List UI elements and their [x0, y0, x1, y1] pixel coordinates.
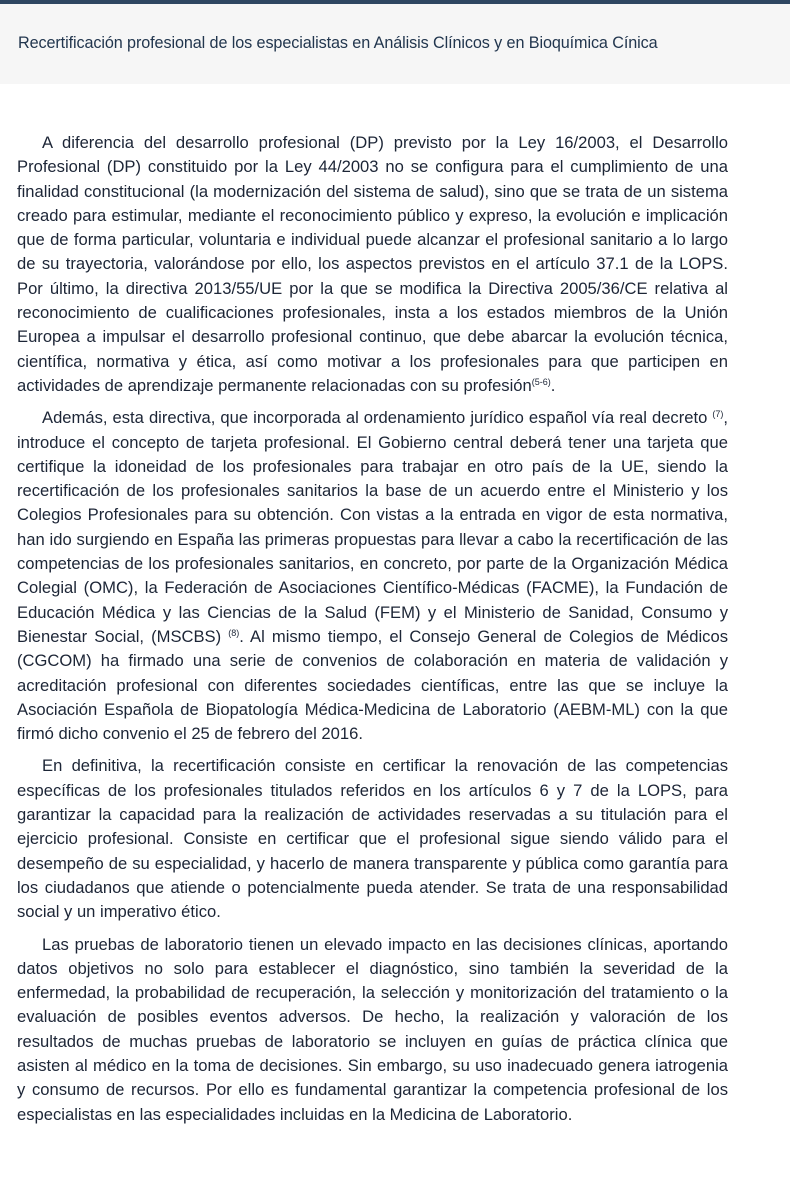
citation-ref: (8)	[228, 627, 240, 638]
body-text	[17, 131, 728, 1135]
header-top-rule	[0, 0, 790, 4]
running-header-title: Recertificación profesional de los especialistas en Análisis Clínicos y en Bioquímica Cínica	[18, 34, 658, 52]
page-header	[0, 0, 790, 84]
paragraph-2-text-c: . Al mismo tiempo, el Consejo General de Colegios de Médicos (CGCOM) ha firmado una serie de convenios de colaboración en materia de validación y acreditación profesional con diferentes sociedades científicas, entre las que se incluye la Asociación Española de Biopatología Médica-Medicina de Laboratorio (AEBM-ML) con la que firmó dicho convenio el 25 de febrero del 2016.	[17, 626, 728, 744]
paragraph-2	[17, 406, 728, 746]
paragraph-2-text-b: , introduce el concepto de tarjeta profesional. El Gobierno central deberá tener una tarjeta que certifique la idoneidad de los profesionales para trabajar en otro país de la UE, siendo la recertificación de los profesionales sanitarios la base de un acuerdo entre el Ministerio y los Colegios Profesionales para su obtención. Con vistas a la entrada en vigor de esta normativa, han ido surgiendo en España las primeras propuestas para llevar a cabo la recertificación de las competencias de los profesionales sanitarios, en concreto, por parte de la Organización Médica Colegial (OMC), la Federación de Asociaciones Científico-Médicas (FACME), la Fundación de Educación Médica y las Ciencias de la Salud (FEM) y el Ministerio de Sanidad, Consumo y Bienestar Social, (MSCBS)	[17, 408, 728, 646]
citation-ref: (7)	[712, 409, 724, 420]
paragraph-1	[17, 131, 728, 398]
paragraph-1-text: A diferencia del desarrollo profesional (DP) previsto por la Ley 16/2003, el Desarrollo Profesional (DP) constituido por la Ley 44/2003 no se configura para el cumplimiento de una finalidad constitucional (la modernización del sistema de salud), sino que se trata de un sistema creado para estimular, mediante el reconocimiento público y expreso, la evolución e implicación que de forma particular, voluntaria e individual puede alcanzar el profesional sanitario a lo largo de su trayectoria, valorándose por ello, los aspectos previstos en el artículo 37.1 de la LOPS. Por último, la directiva 2013/55/UE por la que se modifica la Directiva 2005/36/CE relativa al reconocimiento de cualificaciones profesionales, insta a los estados miembros de la Unión Europea a impulsar el desarrollo profesional continuo, que debe abarcar la evolución técnica, científica, normativa y ética, así como motivar a los profesionales para que participen en actividades de aprendizaje permanente relacionadas con su profesión	[17, 133, 728, 395]
paragraph-4: Las pruebas de laboratorio tienen un elevado impacto en las decisiones clínicas, aportando datos objetivos no solo para establecer el diagnóstico, sino también la severidad de la enfermedad, la probabilidad de recuperación, la selección y monitorización del tratamiento o la evaluación de posibles eventos adversos. De hecho, la realización y valoración de los resultados de muchas pruebas de laboratorio se incluyen en guías de práctica clínica que asisten al médico en la toma de decisiones. Sin embargo, su uso inadecuado genera iatrogenia y consumo de recursos. Por ello es fundamental garantizar la competencia profesional de los especialistas en las especialidades incluidas en la Medicina de Laboratorio.	[17, 934, 728, 1124]
citation-ref: (5-6)	[531, 376, 551, 387]
paragraph-1-tail: .	[550, 375, 556, 395]
paragraph-2-text-a: Además, esta directiva, que incorporada al ordenamiento jurídico español vía real decreto	[42, 408, 713, 428]
paragraph-3: En definitiva, la recertificación consiste en certificar la renovación de las competencias específicas de los profesionales titulados referidos en los artículos 6 y 7 de la LOPS, para garantizar la capacidad para la realización de actividades reservadas a su titulación para el ejercicio profesional. Consiste en certificar que el profesional sigue siendo válido para el desempeño de su especialidad, y hacerlo de manera transparente y pública como garantía para los ciudadanos que atiende o potencialmente pueda atender. Se trata de una responsabilidad social y un imperativo ético.	[17, 756, 728, 922]
